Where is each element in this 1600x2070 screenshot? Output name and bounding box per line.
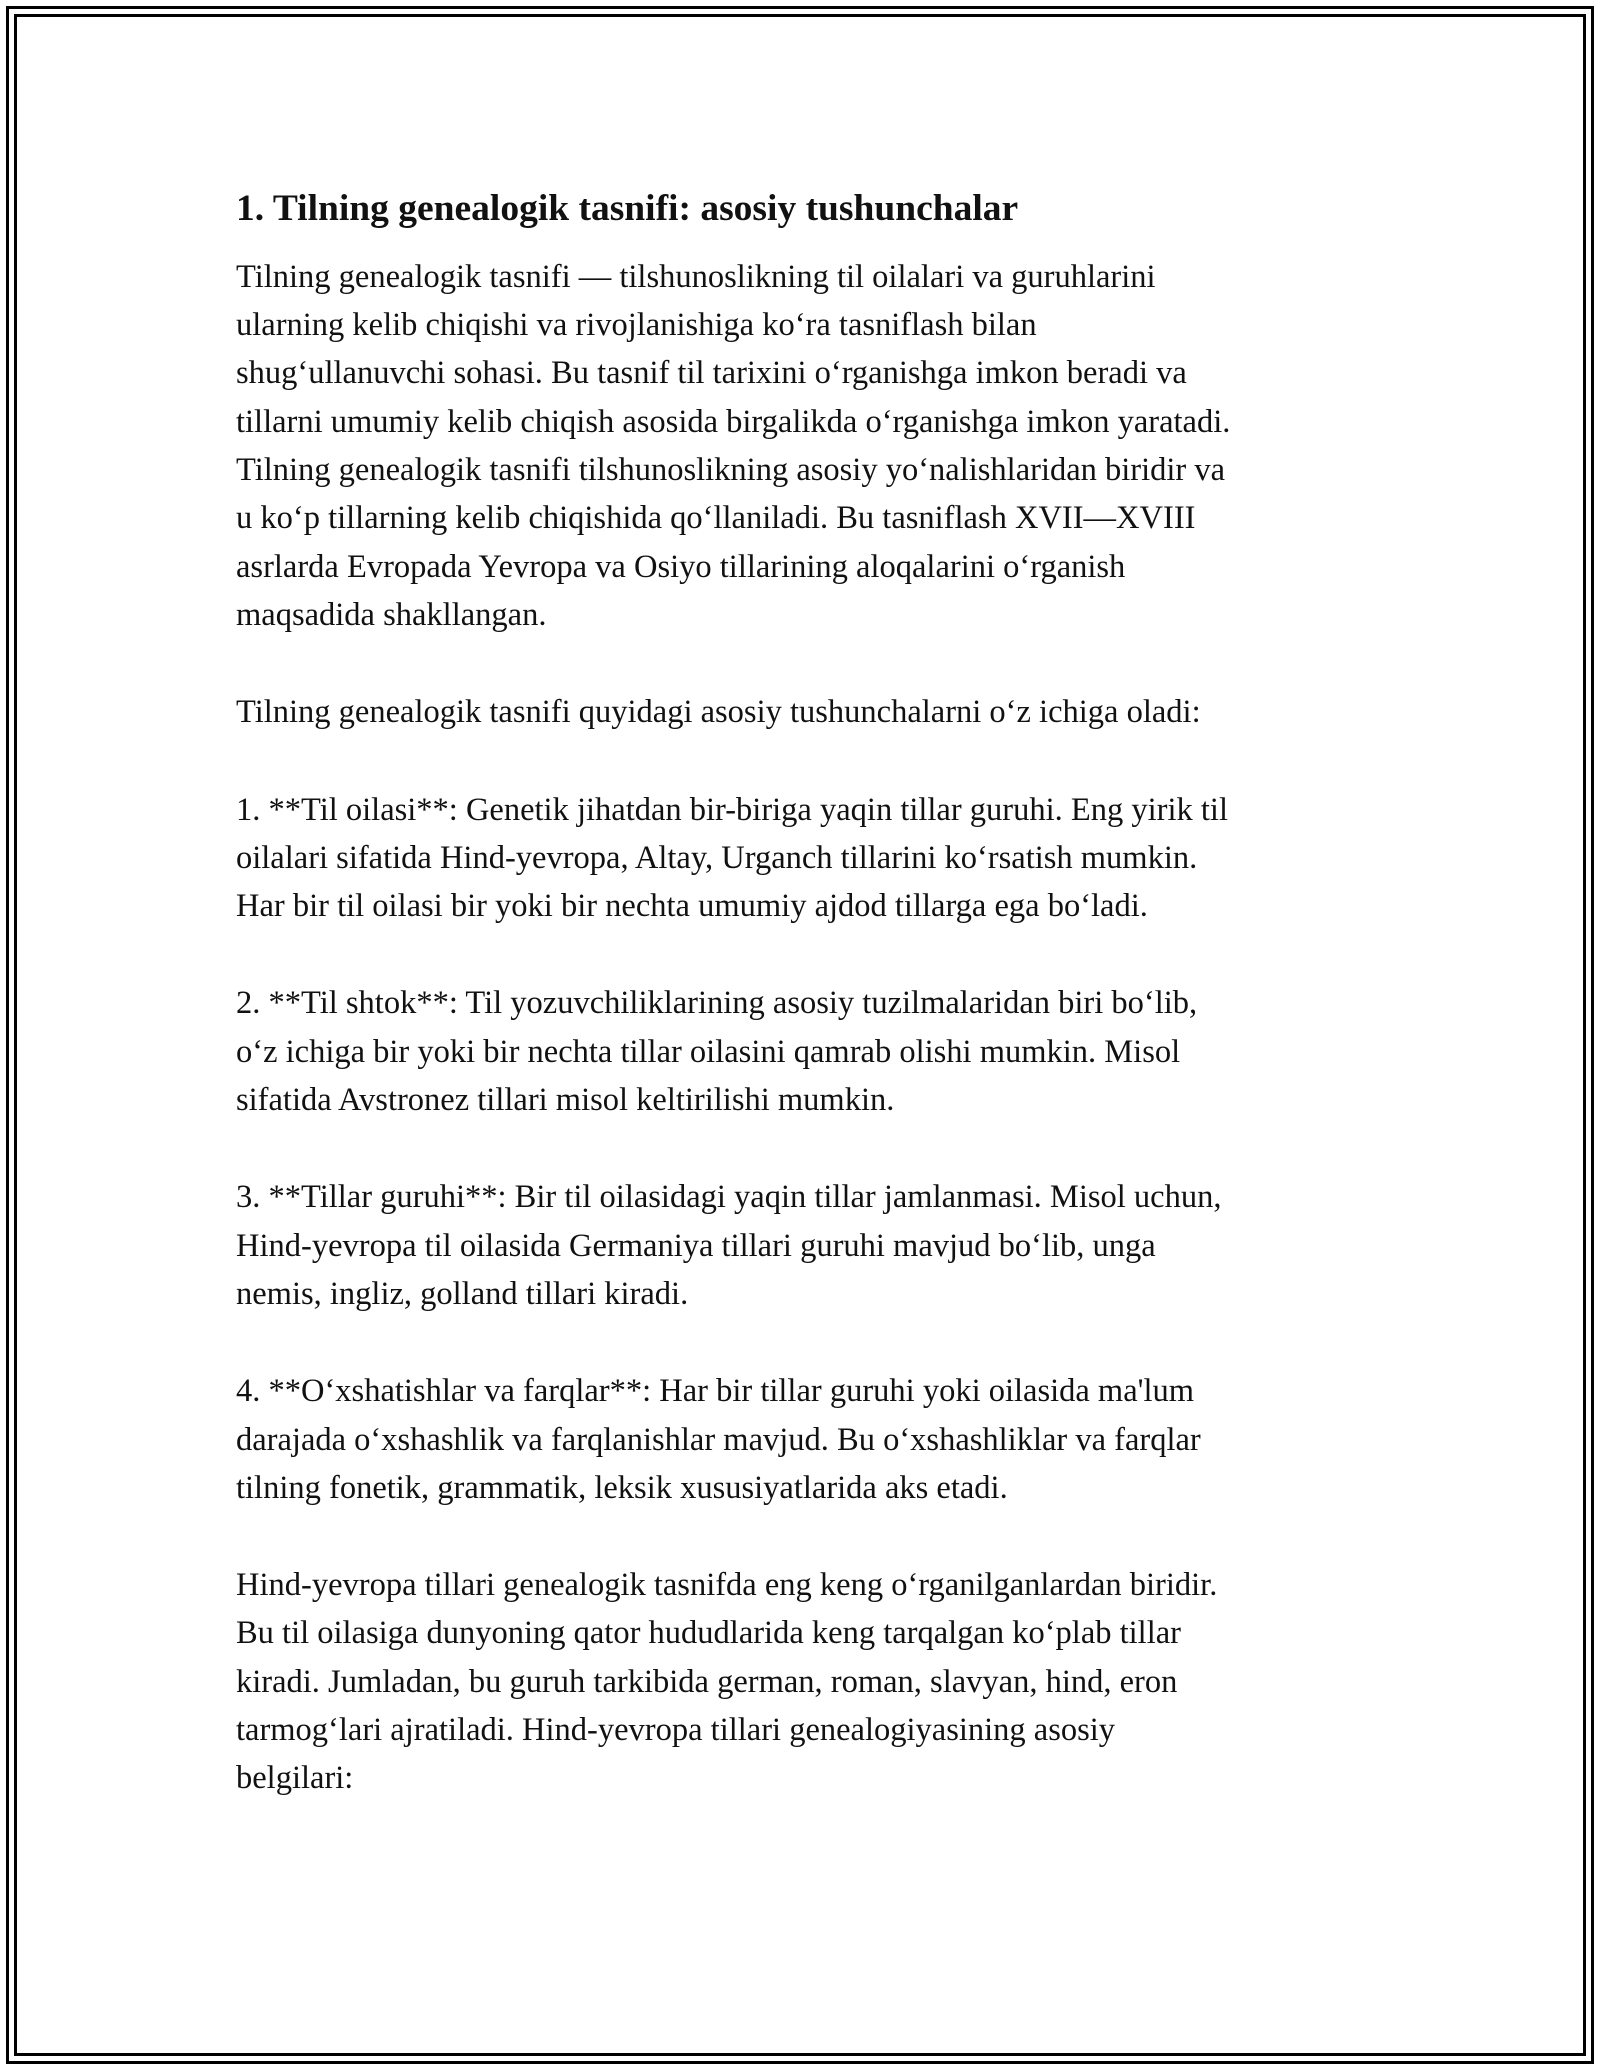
list-item-similarities-differences: 4. **Oʻxshatishlar va farqlar**: Har bir tillar guruhi yoki oilasida ma'lum darajada oʻxshashlik va farqlanishlar mavjud. Bu oʻxshashliklar va farqlar tilning fonetik, grammatik, leksik xususiyatlarida aks etadi. [236, 1373, 1201, 1506]
list-item-language-stock: 2. **Til shtok**: Til yozuvchiliklarining asosiy tuzilmalaridan biri boʻlib, oʻz ichiga bir yoki bir nechta tillar oilasini qamrab olishi mumkin. Misol sifatida Avstronez tillari misol keltirilishi mumkin. [236, 985, 1198, 1119]
document-body [236, 186, 1366, 1803]
list-item-language-family: 1. **Til oilasi**: Genetik jihatdan bir-biriga yaqin tillar guruhi. Eng yirik til oilalari sifatida Hind-yevropa, Altay, Urganch tillarini koʻrsatish mumkin. Har bir til oilasi bir yoki bir nechta umumiy ajdod tillarga ega boʻladi. [236, 791, 1228, 925]
list-item-language-group: 3. **Tillar guruhi**: Bir til oilasidagi yaqin tillar jamlanmasi. Misol uchun, Hind-yevropa til oilasida Germaniya tillari guruhi mavjud boʻlib, unga nemis, ingliz, golland tillari kiradi. [236, 1179, 1222, 1312]
section-heading: 1. Tilning genealogik tasnifi: asosiy tushunchalar [236, 188, 1019, 229]
intro-paragraph: Tilning genealogik tasnifi — tilshunoslikning til oilalari va guruhlarini ularning kelib chiqishi va rivojlanishiga koʻra tasniflash bilan shugʻullanuvchi sohasi. Bu tasnif til tarixini oʻrganishga imkon beradi va tillarni umumiy kelib chiqish asosida birgalikda oʻrganishga imkon yaratadi. Tilning genealogik tasnifi tilshunoslikning asosiy yoʻnalishlaridan biridir va u koʻp tillarning kelib chiqishida qoʻllaniladi. Bu tasniflash XVII—XVIII asrlarda Evropada Yevropa va Osiyo tillarining aloqalarini oʻrganish maqsadida shakllangan. [236, 258, 1231, 633]
concepts-intro-paragraph: Tilning genealogik tasnifi quyidagi asosiy tushunchalarni oʻz ichiga oladi: [236, 694, 1201, 731]
indo-european-paragraph: Hind-yevropa tillari genealogik tasnifda eng keng oʻrganilganlardan biridir. Bu til oilasiga dunyoning qator hududlarida keng tarqalgan koʻplab tillar kiradi. Jumladan, bu guruh tarkibida german, roman, slavyan, hind, eron tarmogʻlari ajratiladi. Hind-yevropa tillari genealogiyasining asosiy belgilari: [236, 1567, 1218, 1797]
